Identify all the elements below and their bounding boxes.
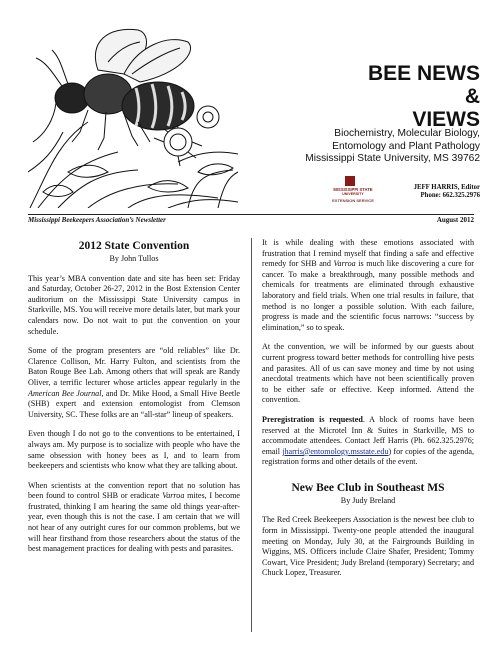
article-paragraph: Some of the program presenters are “old reliables” like Dr. Clarence Collison, Mr. Harry Fulton, and scientists from the Baton Rouge Bee Lab. Among others that will speak are Randy Oliver, a terrific lecturer whose articles appear regularly in the American Bee Journal, and Dr. Mike Hood, a Small Hive Beetle (SHB) expert and extension entomologist from Clemson University, SC. These folks are an “all-star” lineup of speakers. <box>28 346 240 419</box>
newsletter-title <box>330 62 480 131</box>
column-divider <box>251 238 252 632</box>
email-link[interactable]: jharris@entomology.msstate.edu <box>282 446 389 456</box>
varroa-term: Varroa <box>162 491 185 501</box>
logo-line-3: EXTENSION SERVICE <box>332 198 374 203</box>
article-byline: By Judy Breland <box>340 495 396 505</box>
journal-name: American Bee Journal <box>28 388 102 398</box>
editor-contact <box>370 184 480 200</box>
article-paragraph: At the convention, we will be informed by our guests about current progress toward better methods for controlling hive pests and parasites. All of us can save money and time by not using anecdotal treatments which have not been scientifically proven to be either safe or effective. Keep informed. Attend the convention. <box>262 342 474 405</box>
subtitle-line-2: Entomology and Plant Pathology <box>332 140 480 152</box>
department-subtitle <box>250 128 480 166</box>
logo-mark <box>345 176 355 186</box>
article-paragraph: When scientists at the convention report that no solution has been found to control SHB or eradicate Varroa mites, I become frustrated, thinking I am hearing the same old things year-after-year, even though this is not the case. I am certain that we will not hear of any outright cures for our common problems, but we will hear firsthand from those researchers about the status of the best management practices for dealing with pests and parasites. <box>28 480 240 554</box>
article-paragraph: Even though I do not go to the conventions to be entertained, I always am. My purpose is to socialize with people who have the same obsession with honey bees as I, and to learn from beekeepers and scientists who know what they are talking about. <box>28 429 240 471</box>
title-line-2: & <box>464 85 480 108</box>
issue-date: August 2012 <box>436 216 474 224</box>
article-paragraph: Preregistration is requested. A block of rooms have been reserved at the Microtel Inn & Suites in Starkville, MS to accommodate attendees. Contact Jeff Harris (Ph. 662.325.2976; email jharris@entomology.msstate.edu) for copies of the agenda, registration forms and other details of the event. <box>262 414 474 467</box>
editor-phone: Phone: 662.325.2976 <box>420 192 480 199</box>
article-paragraph: It is while dealing with these emotions associated with frustration that I remind myself that finding a safe and effective remedy for SHB and Varroa is much like discovering a cure for cancer. To make a breakthrough, many possible methods and chemicals for treatments are eliminated through exhaustive laboratory and field trials. When one trial results in failure, that method is no longer a possible solution. With each failure, progress is made and the scientific focus narrows: “success by elimination,” so to speak. <box>262 238 474 332</box>
article-paragraph: This year’s MBA convention date and site has been set: Friday and Saturday, October 26-27, 2012 in the Bost Extension Center auditorium on the Mississippi State University campus in Starkville, MS. You will receive more details later, but mark your calendars now. Do not wait to put the convention on your schedule. <box>28 273 240 336</box>
article-heading: New Bee Club in Southeast MS <box>291 481 445 494</box>
article-paragraph: The Red Creek Beekeepers Association is the newest bee club to form in Mississippi. Twenty-one people attended the inaugural meeting on Monday, July 30, at the Fairgrounds Building in Wiggins, MS. Officers include Claire Shafer, President; Tommy Cowart, Vice President; Judy Breland (temporary) Secretary; and Chuck Lopez, Treasurer. <box>262 515 474 578</box>
preregistration-notice: Preregistration is requested <box>262 414 363 424</box>
bee-illustration <box>28 22 240 208</box>
masthead-divider <box>28 214 474 215</box>
title-line-1: BEE NEWS <box>367 62 480 85</box>
logo-line-1: MISSISSIPPI STATE <box>333 187 373 192</box>
logo-line-2: UNIVERSITY <box>342 192 364 196</box>
varroa-term: Varroa <box>333 259 356 269</box>
left-column <box>28 240 240 564</box>
article-heading: 2012 State Convention <box>78 240 190 252</box>
title-line-3: VIEWS <box>412 108 480 131</box>
editor-name: JEFF HARRIS, Editor <box>413 184 480 191</box>
subtitle-line-1: Biochemistry, Molecular Biology, <box>334 128 480 139</box>
right-column <box>262 238 474 588</box>
article-byline: By John Tullos <box>109 254 159 263</box>
newsletter-name: Mississippi Beekeepers Association’s Newsletter <box>28 216 166 224</box>
subtitle-line-3: Mississippi State University, MS 39762 <box>305 153 480 164</box>
